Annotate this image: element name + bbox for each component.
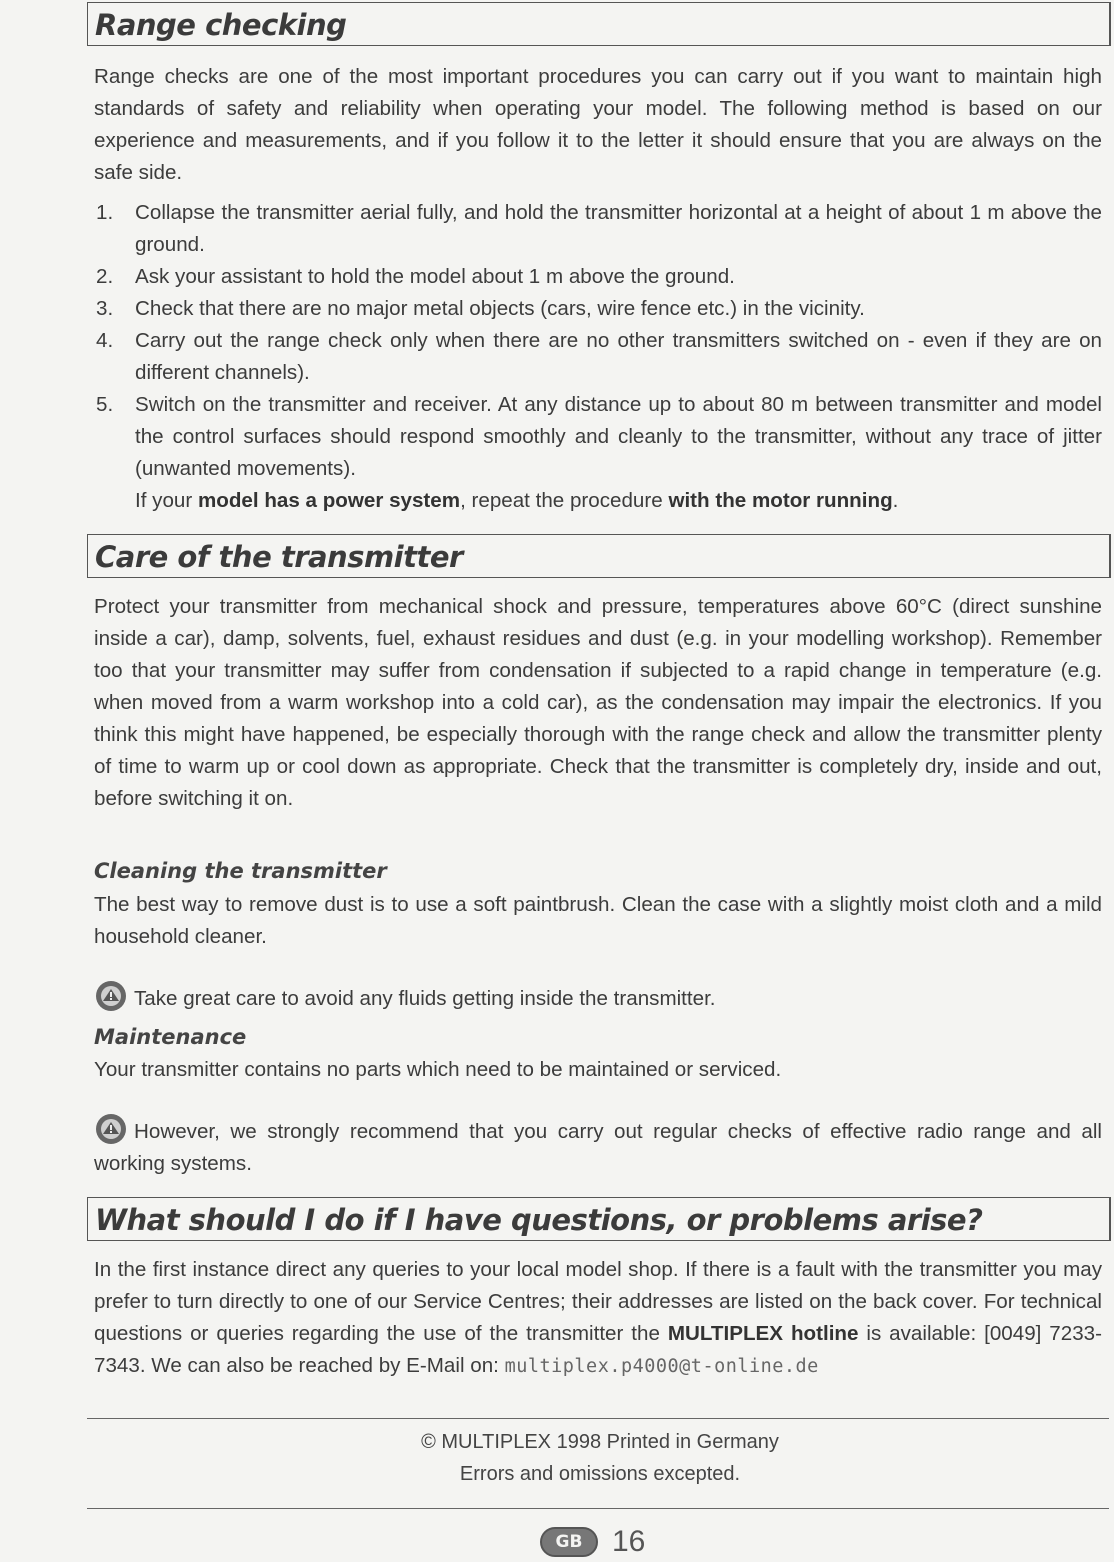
warning-icon	[94, 979, 128, 1013]
recommend-warning: However, we strongly recommend that you carry out regular checks of effective radio range and all working systems.	[94, 1112, 1102, 1180]
care-body: Protect your transmitter from mechanical shock and pressure, temperatures above 60°C (direct sunshine inside a car), damp, solvents, fuel, exhaust residues and dust (e.g. in your modelling workshop). Remember too that your transmitter may suffer from condensation if subjected to a rapid change in temperature (e.g. when moved from a warm workshop into a cold car), as the condensation may impair the electronics. If you think this might have happened, be especially thorough with the range check and allow the transmitter plenty of time to warm up or cool down as appropriate. Check that the transmitter is completely dry, inside and out, before switching it on.	[94, 595, 1102, 810]
divider	[87, 1418, 1109, 1419]
list-item: 1. Collapse the transmitter aerial fully, and hold the transmitter horizontal at a height of about 1 m above the ground.	[96, 201, 1102, 256]
cleaning-heading: Cleaning the transmitter	[94, 859, 387, 883]
language-badge: GB	[540, 1527, 598, 1557]
cleaning-body: The best way to remove dust is to use a soft paintbrush. Clean the case with a slightly moist cloth and a mild household cleaner.	[94, 893, 1102, 948]
range-checking-heading-box	[87, 2, 1111, 46]
range-checking-heading: Range checking	[95, 8, 347, 42]
page-footer	[540, 1522, 645, 1562]
warning-icon	[94, 1112, 128, 1146]
copyright-line: © MULTIPLEX 1998 Printed in Germany	[421, 1431, 779, 1453]
list-item: 4. Carry out the range check only when there are no other transmitters switched on - even if they are on different channels).	[96, 329, 1102, 384]
divider	[87, 1508, 1109, 1509]
questions-heading: What should I do if I have questions, or problems arise?	[95, 1203, 983, 1237]
errors-line: Errors and omissions excepted.	[459, 1463, 741, 1485]
power-system-note: If your model has a power system, repeat the procedure with the motor running.	[135, 489, 899, 512]
email-address: multiplex.p4000@t-online.de	[504, 1356, 819, 1377]
list-item: 2. Ask your assistant to hold the model about 1 m above the ground.	[96, 265, 735, 288]
care-heading: Care of the transmitter	[95, 540, 463, 574]
questions-body: In the first instance direct any queries to your local model shop. If there is a fault with the transmitter you may prefer to turn directly to one of our Service Centres; their addresses are listed on the back cover. For technical questions or queries regarding the use of the transmitter the MULTIPLEX hotline is available: [0049] 7233-7343. We can also be reached by E-Mail on: multiplex.p4000@t-online.de	[94, 1258, 1102, 1377]
list-item: 3. Check that there are no major metal objects (cars, wire fence etc.) in the vicinity.	[96, 297, 865, 320]
maintenance-heading: Maintenance	[94, 1025, 247, 1049]
page-number: 16	[612, 1525, 646, 1558]
range-checking-intro: Range checks are one of the most important procedures you can carry out if you want to maintain high standards of safety and reliability when operating your model. The following method is based on our experience and measurements, and if you follow it to the letter it should ensure that you are always on the safe side.	[94, 65, 1102, 184]
fluid-warning: Take great care to avoid any fluids getting inside the transmitter.	[94, 979, 1102, 1015]
care-heading-box	[87, 534, 1111, 578]
list-item: 5. Switch on the transmitter and receiver. At any distance up to about 80 m between transmitter and model the control surfaces should respond smoothly and cleanly to the transmitter, without any trace of jitter (unwanted movements).	[96, 393, 1102, 480]
questions-heading-box	[87, 1197, 1111, 1241]
maintenance-body: Your transmitter contains no parts which need to be maintained or serviced.	[94, 1058, 782, 1081]
range-checking-steps	[94, 197, 1102, 517]
